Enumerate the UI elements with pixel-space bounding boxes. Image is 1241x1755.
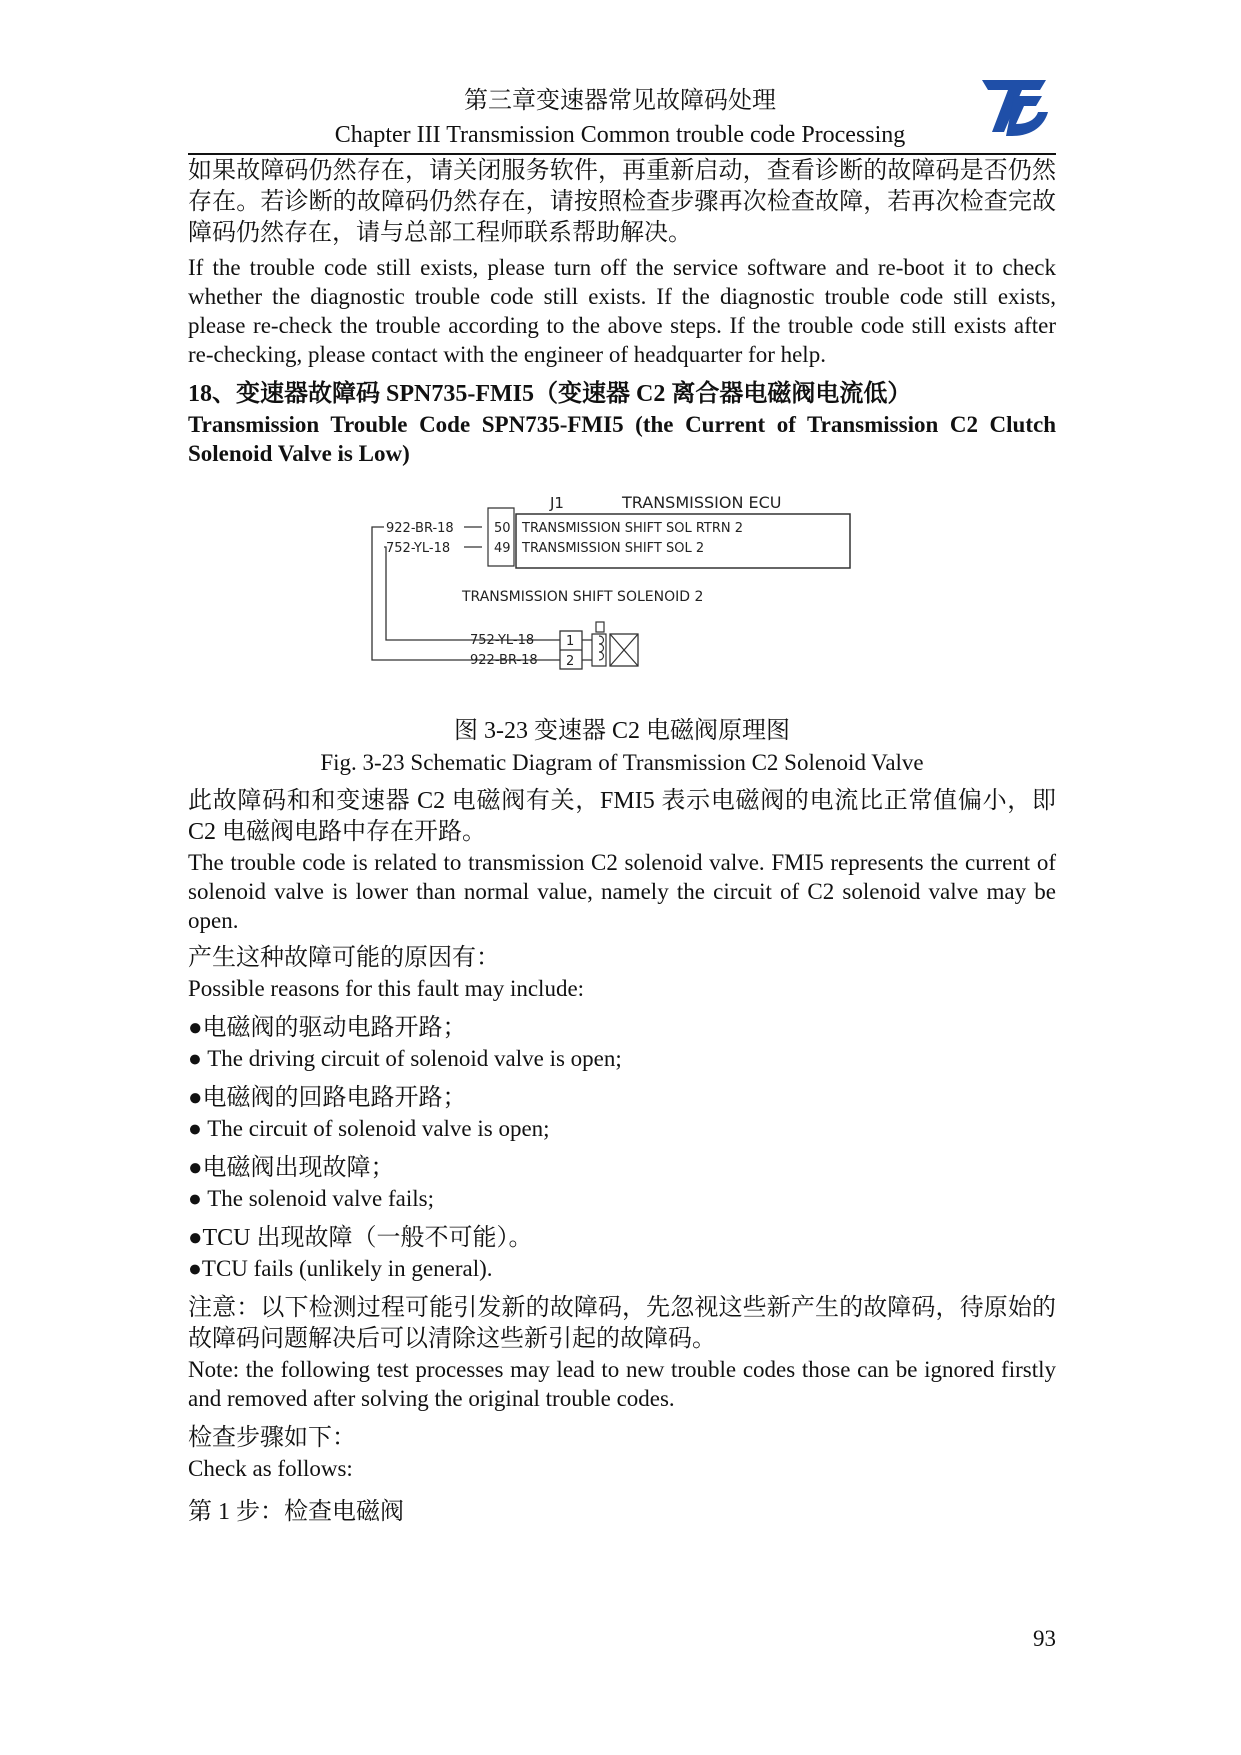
figure-caption-cn: 图 3-23 变速器 C2 电磁阀原理图 xyxy=(454,718,790,744)
steps-intro-cn: 检查步骤如下： xyxy=(188,1425,356,1451)
reason-1-cn: ●电磁阀的驱动电路开路； xyxy=(188,1015,467,1041)
wire-label-top: 922-BR-18 xyxy=(386,521,454,536)
schematic-diagram xyxy=(188,484,1056,716)
ecu-pin-top: 50 xyxy=(494,521,511,536)
reason-3-cn: ●电磁阀出现故障； xyxy=(188,1155,395,1181)
coil-icon xyxy=(599,636,604,660)
reason-2-en: ● The circuit of solenoid valve is open; xyxy=(188,1116,550,1141)
sol-pin-2: 2 xyxy=(566,654,575,669)
sol-pin-1: 1 xyxy=(566,634,575,649)
figure-caption-en: Fig. 3-23 Schematic Diagram of Transmission C2 Solenoid Valve xyxy=(320,750,924,775)
sol-wire-stubs xyxy=(544,640,560,660)
ecu-title: TRANSMISSION ECU xyxy=(622,493,782,512)
ecu-wire-stubs xyxy=(464,527,482,547)
section-heading-cn: 18、变速器故障码 SPN735-FMI5（变速器 C2 离合器电磁阀电流低） xyxy=(188,381,912,407)
section-heading-en: Transmission Trouble Code SPN735-FMI5 (the Current of Transmission C2 Clutch Solenoid Valve is Low) xyxy=(188,412,1056,466)
steps-intro-en: Check as follows: xyxy=(188,1456,353,1481)
ecu-line-2: TRANSMISSION SHIFT SOL 2 xyxy=(522,541,705,556)
description-cn: 此故障码和和变速器 C2 电磁阀有关，FMI5 表示电磁阀的电流比正常值偏小，即 C2 电磁阀电路中存在开路。 xyxy=(188,788,1056,845)
step-1-cn: 第 1 步：检查电磁阀 xyxy=(188,1499,404,1525)
reason-4-en: ●TCU fails (unlikely in general). xyxy=(188,1256,493,1281)
ecu-line-1: TRANSMISSION SHIFT SOL RTRN 2 xyxy=(522,521,744,536)
reasons-intro-en: Possible reasons for this fault may include: xyxy=(188,976,585,1001)
connector-label: J1 xyxy=(550,494,564,512)
reason-4-cn: ●TCU 出现故障（一般不可能）。 xyxy=(188,1225,533,1251)
note-en: Note: the following test processes may lead to new trouble codes those can be ignored firstly and removed after solving the original trouble codes. xyxy=(188,1357,1056,1411)
main-content xyxy=(188,156,1056,1528)
valve-cross-icon xyxy=(610,634,638,666)
coil-top-tab xyxy=(596,622,604,632)
reason-1-en: ● The driving circuit of solenoid valve is open; xyxy=(188,1046,622,1071)
ecu-pin-bottom: 49 xyxy=(494,541,511,556)
connector-j1 xyxy=(488,508,514,566)
reasons-intro-cn: 产生这种故障可能的原因有： xyxy=(188,945,500,971)
page-number: 93 xyxy=(1033,1626,1056,1651)
header-title-en: Chapter III Transmission Common trouble code Processing xyxy=(334,122,906,148)
description-en: The trouble code is related to transmission C2 solenoid valve. FMI5 represents the current of solenoid valve is lower than normal value, namely the circuit of C2 solenoid valve may be open. xyxy=(188,850,1056,933)
note-cn: 注意：以下检测过程可能引发新的故障码，先忽视这些新产生的故障码，待原始的故障码问题解决后可以清除这些新引起的故障码。 xyxy=(188,1295,1056,1352)
header-rule xyxy=(188,153,1056,155)
schematic-figure xyxy=(188,484,1056,716)
coil-leads xyxy=(582,640,592,660)
reason-3-en: ● The solenoid valve fails; xyxy=(188,1186,434,1211)
company-logo-icon xyxy=(978,74,1050,140)
solenoid-title: TRANSMISSION SHIFT SOLENOID 2 xyxy=(462,589,704,605)
sol-wire-label-top: 752-YL-18 xyxy=(470,633,535,648)
wire-label-bottom: 752-YL-18 xyxy=(386,541,451,556)
sol-wire-label-bottom: 922-BR-18 xyxy=(470,653,538,668)
intro-cn: 如果故障码仍然存在，请关闭服务软件，再重新启动，查看诊断的故障码是否仍然存在。若诊断的故障码仍然存在，请按照检查步骤再次检查故障，若再次检查完故障码仍然存在，请与总部工程师联系帮助解决。 xyxy=(188,158,1056,246)
header-title-cn: 第三章变速器常见故障码处理 xyxy=(464,88,776,114)
reason-2-cn: ●电磁阀的回路电路开路； xyxy=(188,1085,467,1111)
intro-en: If the trouble code still exists, please turn off the service software and re-boot it to check whether the diagnostic trouble code still exists. If the diagnostic trouble code still exists, please re-check the trouble according to the above steps. If the trouble code still exists after re-checking, please contact with the engineer of headquarter for help. xyxy=(188,255,1056,367)
